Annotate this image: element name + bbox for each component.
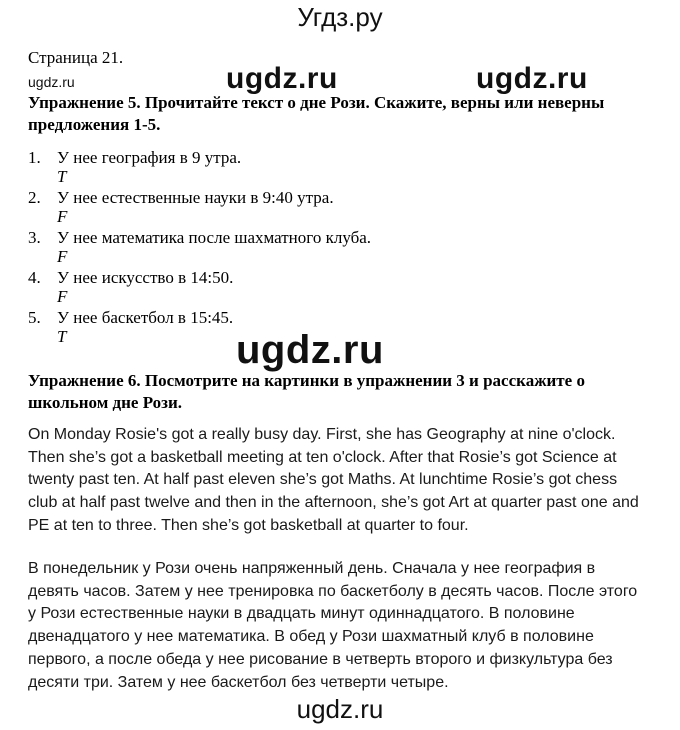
item-statement: У нее баскетбол в 15:45. xyxy=(57,308,234,327)
item-answer: F xyxy=(57,247,68,266)
watermark-small: ugdz.ru xyxy=(28,74,75,90)
russian-text: В понедельник у Рози очень напряженный день. Сначала у нее география в девять часов. Затем у нее тренировка по баскетболу в десять часов. После этого у Рози естественные науки в двадцать минут одиннадцатого. В половине двенадцатого у нее математика. В обед у Рози шахматный клуб в половине первого, а после обеда у нее рисование в четверть второго и физкультура без десяти три. Затем у нее баскетбол без четверти четыре. xyxy=(28,560,638,691)
item-answer: F xyxy=(57,287,68,306)
item-answer: T xyxy=(57,167,67,186)
item-number: 5. xyxy=(28,308,41,327)
item-statement: У нее география в 9 утра. xyxy=(57,148,242,167)
site-title[interactable]: Угдз.ру xyxy=(297,2,383,32)
item-number: 2. xyxy=(28,188,41,207)
item-statement: У нее искусство в 14:50. xyxy=(57,268,234,287)
item-statement: У нее естественные науки в 9:40 утра. xyxy=(57,188,334,207)
page-label: Страница 21. xyxy=(28,48,124,67)
item-answer: F xyxy=(57,207,68,226)
watermark-footer: ugdz.ru xyxy=(296,694,384,724)
watermark-left: ugdz.ru xyxy=(226,62,338,95)
exercise-6-heading: Упражнение 6. Посмотрите на картинки в упражнении 3 и расскажите о школьном дне Рози. xyxy=(28,371,585,412)
item-statement: У нее математика после шахматного клуба. xyxy=(57,228,372,247)
watermark-center: ugdz.ru xyxy=(236,328,384,372)
watermark-right: ugdz.ru xyxy=(476,62,588,95)
english-text: On Monday Rosie's got a really busy day. First, she has Geography at nine o'clock. Then she’s got a basketball meeting at ten o'clock. After that Rosie’s got Science at twenty past ten. At half past eleven she’s got Maths. At lunchtime Rosie’s got chess club at half past twelve and then in the afternoon, she’s got Art at quarter past one and PE at ten to three. Then she’s got basketball at quarter to four. xyxy=(28,426,639,534)
item-number: 3. xyxy=(28,228,41,247)
exercise-5-heading: Упражнение 5. Прочитайте текст о дне Рози. Скажите, верны или неверны предложения 1-5. xyxy=(28,93,605,134)
item-answer: T xyxy=(57,327,67,346)
item-number: 1. xyxy=(28,148,41,167)
item-number: 4. xyxy=(28,268,41,287)
